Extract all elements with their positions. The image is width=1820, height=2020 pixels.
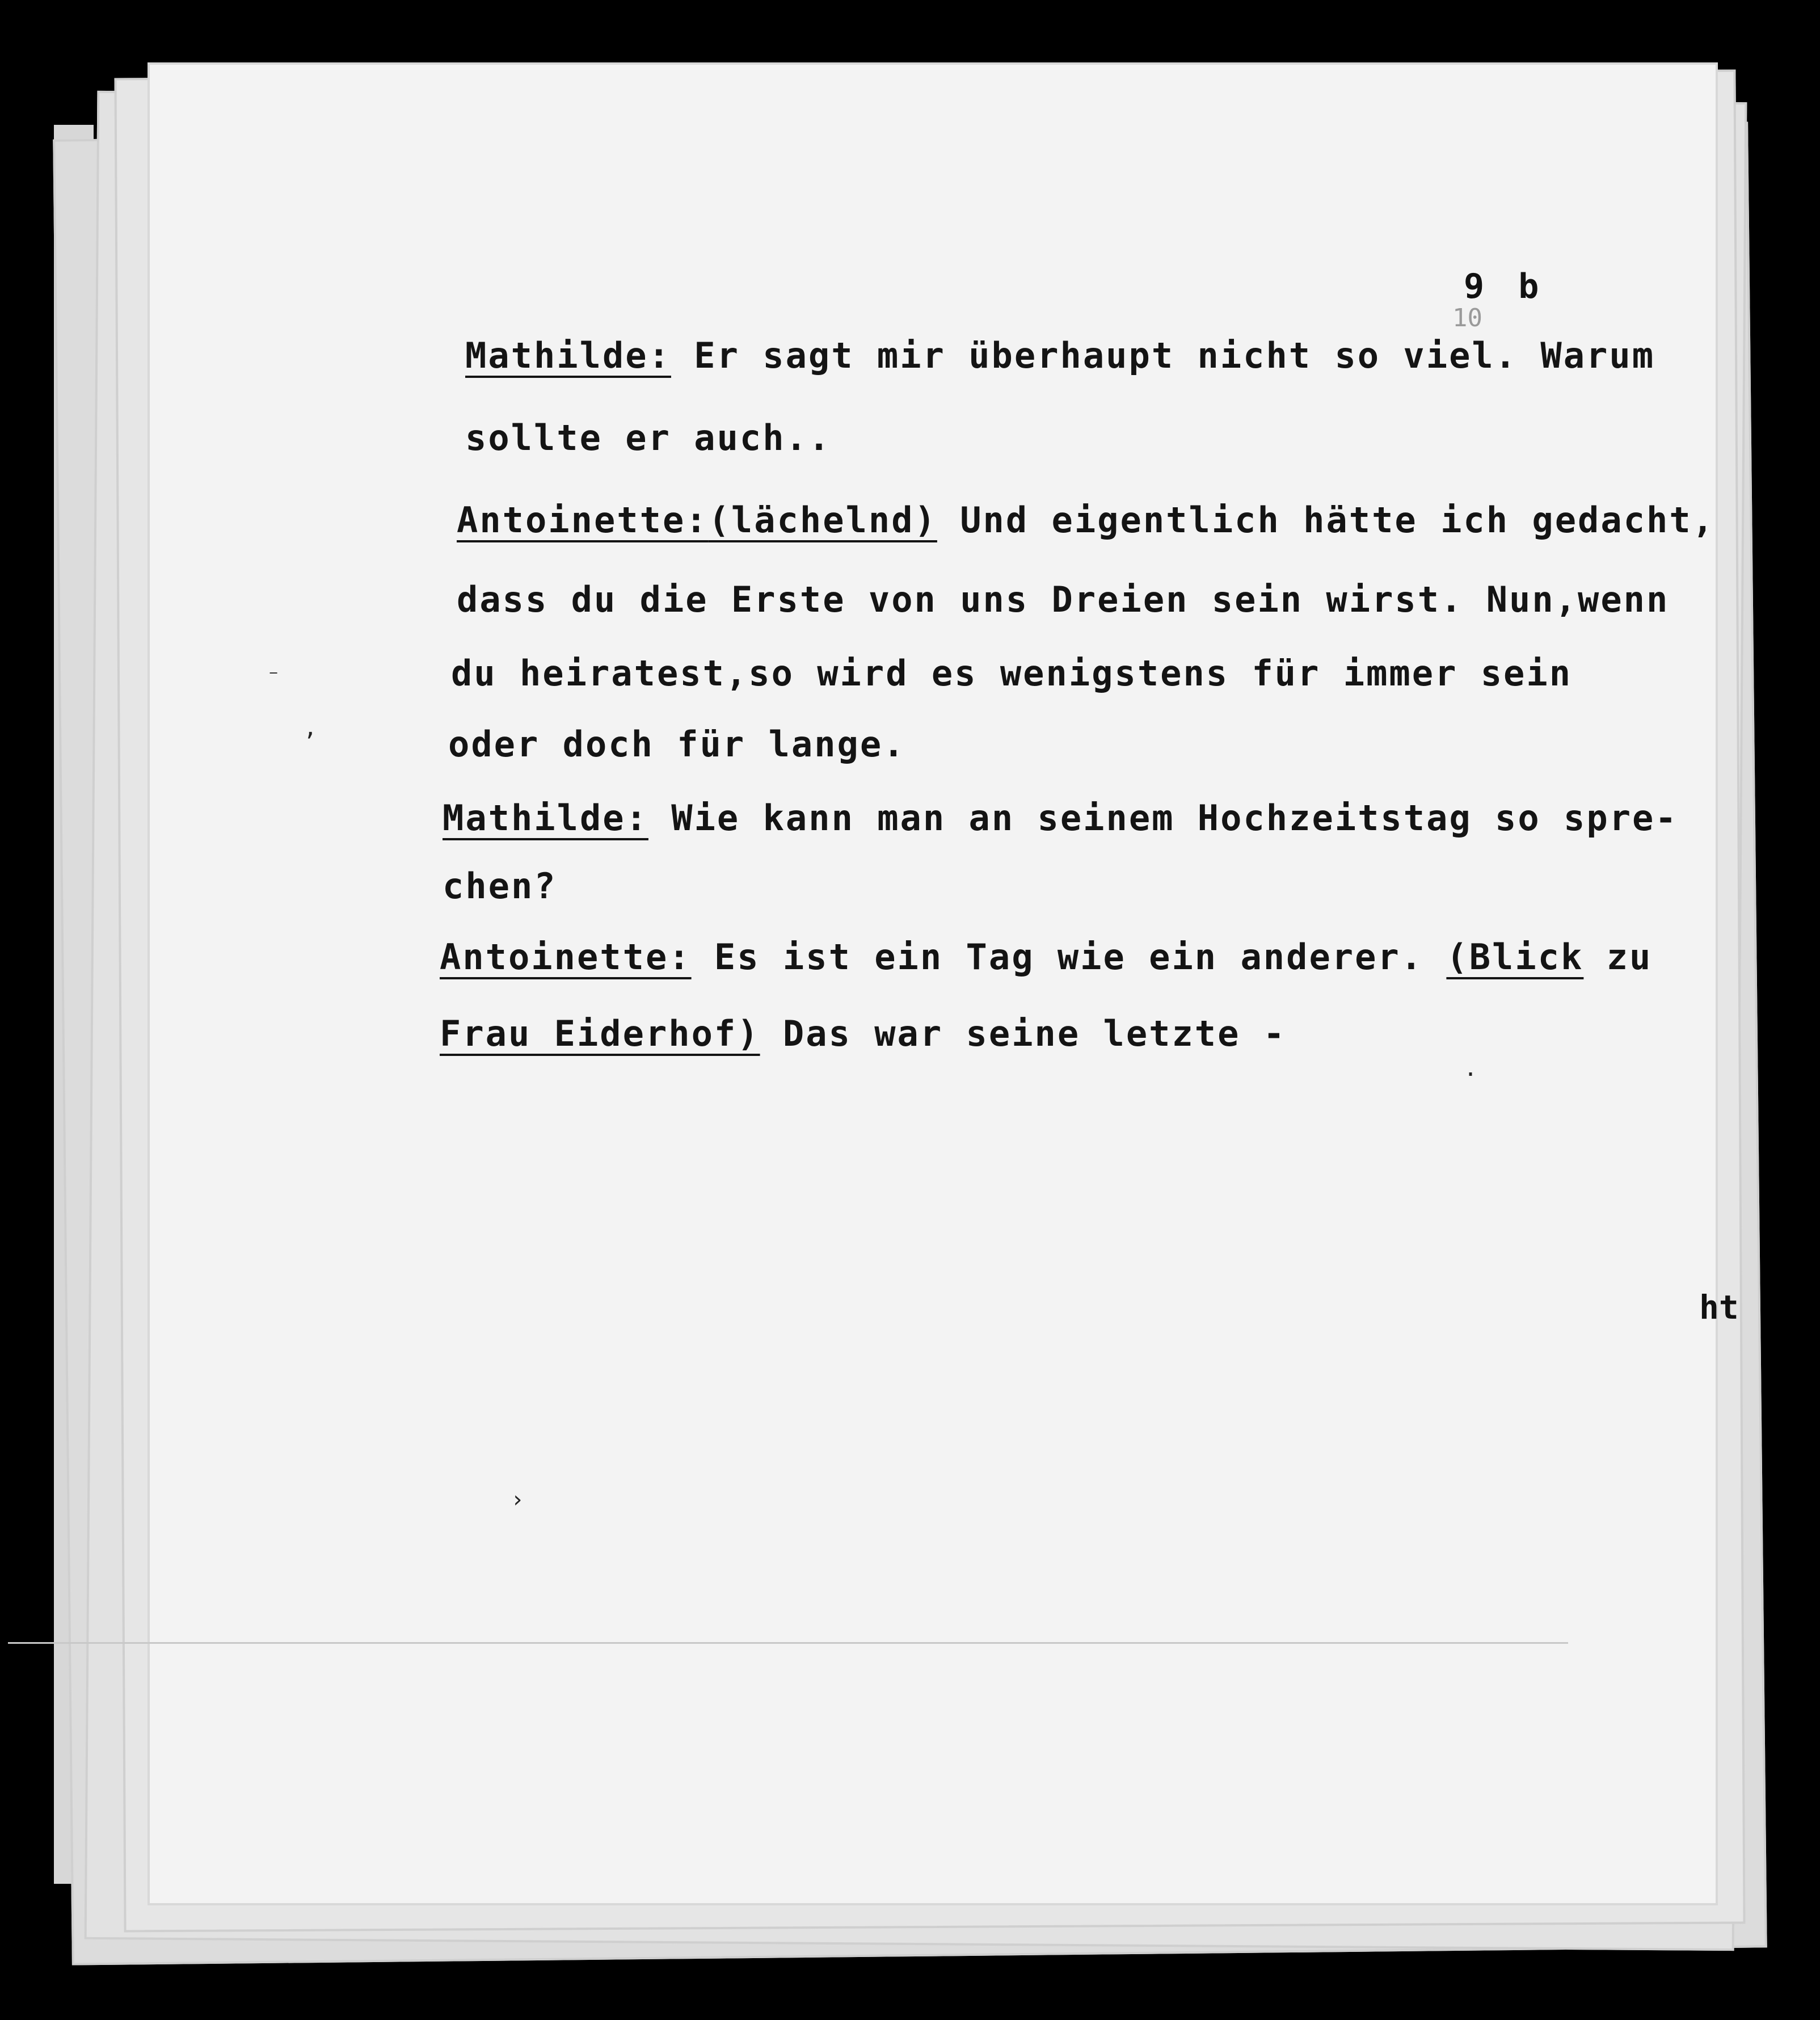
- script-line-3: [457, 499, 1715, 541]
- script-line-10: [440, 1013, 1286, 1054]
- dialogue-text: dass du die Erste von uns Dreien sein wirst. Nun,wenn: [457, 579, 1670, 620]
- dialogue-text: Das war seine letzte -: [760, 1013, 1287, 1054]
- script-line-5: [451, 653, 1572, 694]
- script-line-6: [448, 723, 906, 765]
- edge-text-fragment: ht: [1699, 1288, 1739, 1327]
- ink-mark: ›: [511, 1487, 525, 1513]
- script-line-7: [443, 797, 1678, 839]
- dialogue-text-tail: zu: [1583, 936, 1653, 978]
- stage-direction: (lächelnd): [708, 499, 937, 541]
- speaker-label: Antoinette:: [440, 936, 692, 978]
- dialogue-text: Er sagt mir überhaupt nicht so viel. Warum: [671, 335, 1655, 376]
- stage-direction: Frau Eiderhof): [440, 1013, 760, 1054]
- dialogue-text: oder doch für lange.: [448, 723, 906, 765]
- dialogue-text: Und eigentlich hätte ich gedacht,: [937, 499, 1716, 541]
- speaker-label: Antoinette:: [457, 499, 709, 541]
- stage-direction: (Blick: [1446, 936, 1584, 978]
- bleed-rule: [8, 1642, 1568, 1644]
- speaker-label: Mathilde:: [443, 797, 648, 839]
- faint-page-number: 10: [1452, 304, 1482, 333]
- script-line-2: [465, 417, 831, 458]
- speaker-label: Mathilde:: [465, 335, 671, 376]
- dialogue-text: du heiratest,so wird es wenigstens für immer sein: [451, 653, 1573, 694]
- dialogue-text: Wie kann man an seinem Hochzeitstag so spre-: [648, 797, 1678, 839]
- dialogue-text: Es ist ein Tag wie ein anderer.: [691, 936, 1447, 978]
- ink-mark: .: [1464, 1055, 1478, 1081]
- ink-mark: ,: [304, 715, 318, 741]
- script-line-8: [443, 865, 557, 907]
- page-number: 9 b: [1464, 267, 1546, 306]
- ink-mark: ⁻: [267, 664, 281, 690]
- script-line-9: [440, 936, 1652, 978]
- script-line-4: [457, 579, 1669, 620]
- dialogue-text: sollte er auch..: [465, 417, 832, 458]
- script-line-1: [465, 335, 1655, 376]
- dialogue-text: chen?: [443, 865, 557, 907]
